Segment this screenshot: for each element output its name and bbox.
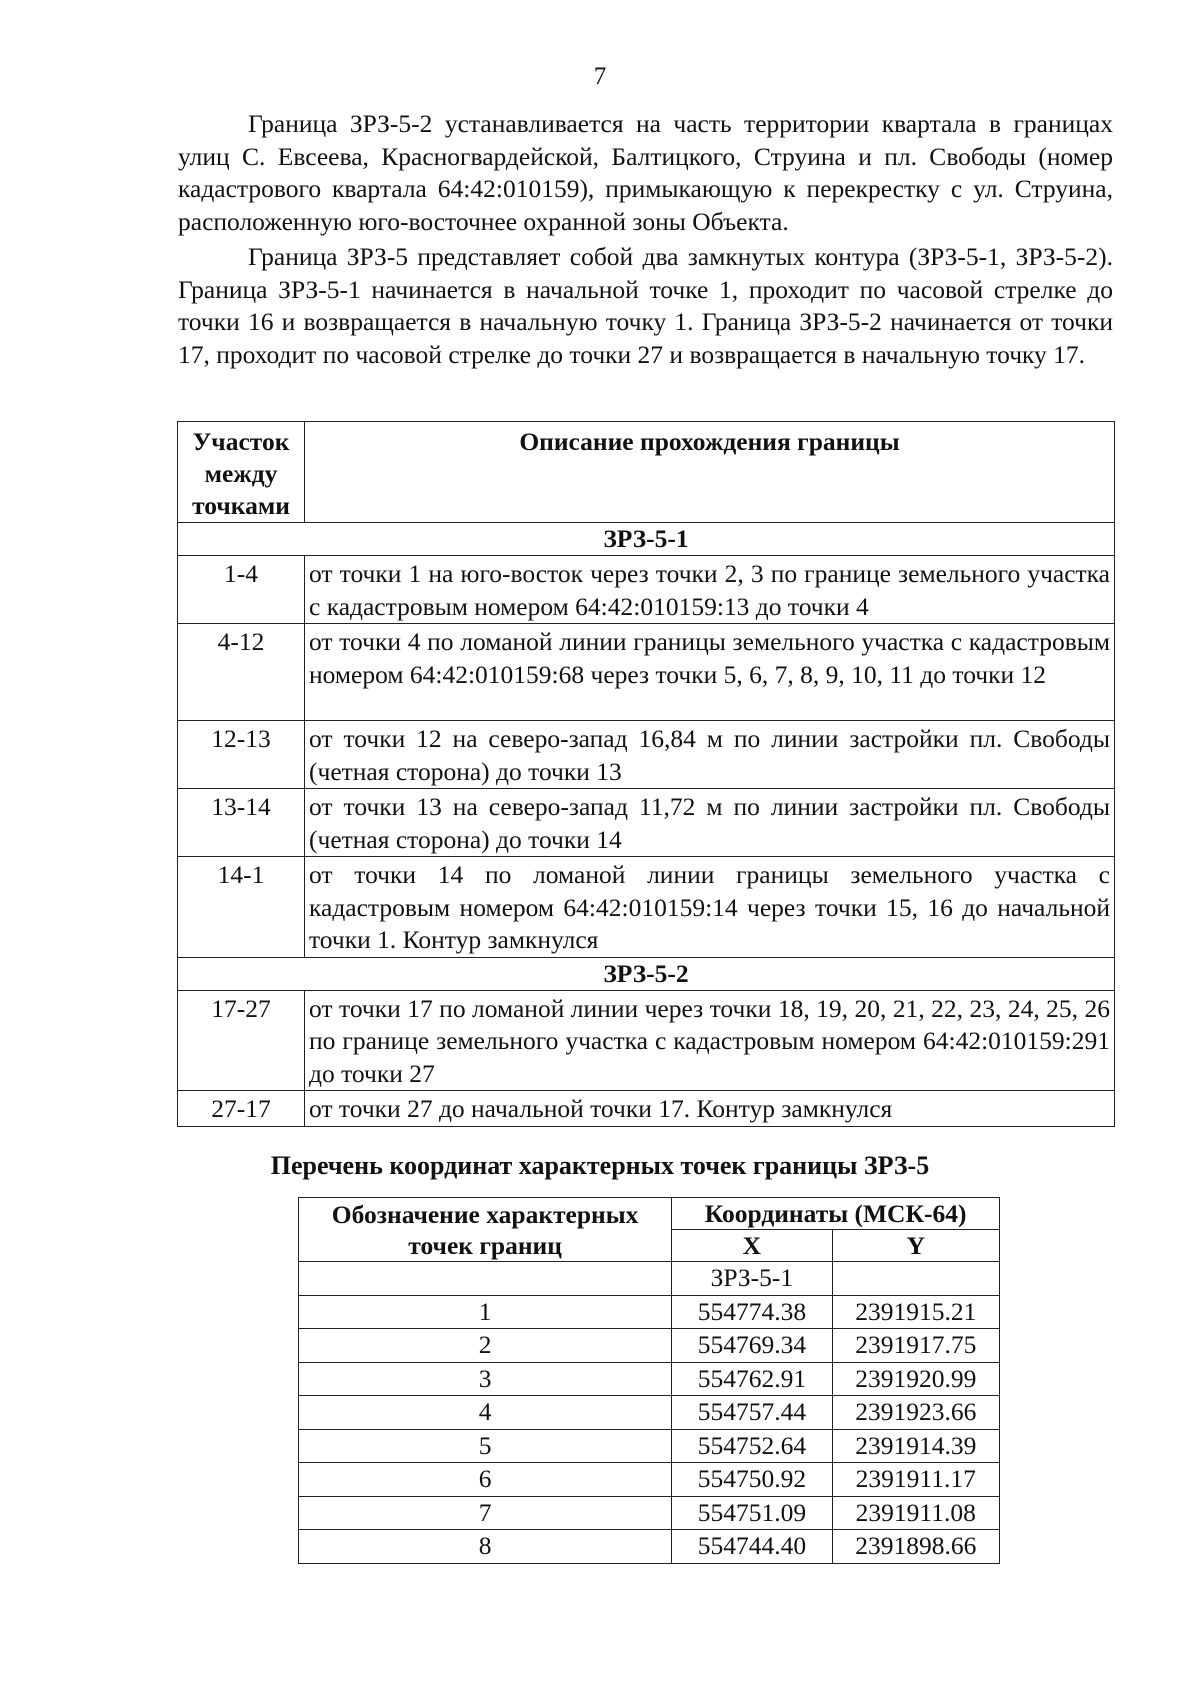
group-label: ЗРЗ-5-1 [672,1262,832,1296]
header-x: X [672,1230,832,1262]
description-cell: от точки 27 до начальной точки 17. Контур замкнулся [305,1091,1115,1127]
x-cell: 554752.64 [672,1429,832,1463]
y-cell: 2391914.39 [832,1429,999,1463]
group-title-zrz-5-1: ЗРЗ-5-1 [178,523,1115,556]
x-cell: 554750.92 [672,1463,832,1497]
y-cell: 2391923.66 [832,1396,999,1430]
segment-cell: 13-14 [178,789,305,857]
header-y: Y [832,1230,999,1262]
y-cell: 2391911.08 [832,1496,999,1530]
table-row [299,1295,1000,1329]
empty-cell [832,1262,999,1296]
empty-cell [299,1262,672,1296]
y-cell: 2391911.17 [832,1463,999,1497]
x-cell: 554762.91 [672,1362,832,1396]
table-row [299,1463,1000,1497]
table-row [178,857,1115,958]
point-cell: 4 [299,1396,672,1430]
table-header-row [178,422,1115,523]
y-cell: 2391898.66 [832,1530,999,1564]
description-cell: от точки 13 на северо-запад 11,72 м по линии застройки пл. Свободы (четная сторона) до точки 14 [305,789,1115,857]
table-row [299,1530,1000,1564]
point-cell: 8 [299,1530,672,1564]
table-row [178,721,1115,789]
header-point-designation: Обозначение характерных точек границ [299,1198,672,1262]
coordinates-title: Перечень координат характерных точек границы ЗРЗ-5 [270,1151,930,1180]
x-cell: 554774.38 [672,1295,832,1329]
table-row [178,624,1115,721]
table-row [178,556,1115,624]
x-cell: 554769.34 [672,1329,832,1363]
boundary-description-table [177,421,1115,1127]
group-row [178,957,1115,990]
y-cell: 2391920.99 [832,1362,999,1396]
segment-cell: 27-17 [178,1091,305,1127]
table-row [299,1429,1000,1463]
description-cell: от точки 1 на юго-восток через точки 2, 3 по границе земельного участка с кадастровым номером 64:42:010159:13 до точки 4 [305,556,1115,624]
group-row [178,523,1115,556]
table-row [299,1396,1000,1430]
point-cell: 1 [299,1295,672,1329]
table-row [178,1091,1115,1127]
point-cell: 7 [299,1496,672,1530]
segment-cell: 1-4 [178,556,305,624]
point-cell: 5 [299,1429,672,1463]
table-row [299,1496,1000,1530]
table-row [178,990,1115,1091]
coords-group-row [299,1262,1000,1296]
header-description: Описание прохождения границы [305,422,1115,523]
segment-cell: 4-12 [178,624,305,721]
group-title-zrz-5-2: ЗРЗ-5-2 [178,957,1115,990]
point-cell: 6 [299,1463,672,1497]
x-cell: 554751.09 [672,1496,832,1530]
x-cell: 554757.44 [672,1396,832,1430]
coordinates-table [298,1197,1000,1564]
y-cell: 2391915.21 [832,1295,999,1329]
segment-cell: 12-13 [178,721,305,789]
description-cell: от точки 14 по ломаной линии границы земельного участка с кадастровым номером 64:42:010159:14 через точки 15, 16 до начальной точки 1. Контур замкнулся [305,857,1115,958]
point-cell: 2 [299,1329,672,1363]
segment-cell: 14-1 [178,857,305,958]
table-row [299,1329,1000,1363]
header-segment: Участок между точками [178,422,305,523]
y-cell: 2391917.75 [832,1329,999,1363]
coords-header-row [299,1198,1000,1230]
page-number: 7 [593,63,607,90]
header-coordinates: Координаты (МСК-64) [672,1198,1000,1230]
x-cell: 554744.40 [672,1530,832,1564]
segment-cell: 17-27 [178,990,305,1091]
paragraph-zrz-5-2-location: Граница ЗРЗ-5-2 устанавливается на часть территории квартала в границах улиц С. Евсеева, Красногвардейской, Балтицкого, Струина и пл. Свободы (номер кадастрового квартала 64:42:010159), примыкающую к перекрестку с ул. Струина, расположенную юго-восточнее охранной зоны Объекта. [178,109,1113,236]
description-cell: от точки 12 на северо-запад 16,84 м по линии застройки пл. Свободы (четная сторона) до точки 13 [305,721,1115,789]
table-row [299,1362,1000,1396]
description-cell: от точки 17 по ломаной линии через точки 18, 19, 20, 21, 22, 23, 24, 25, 26 по границе земельного участка с кадастровым номером 64:42:010159:291 до точки 27 [305,990,1115,1091]
paragraph-zrz-5-contours: Граница ЗРЗ-5 представляет собой два замкнутых контура (ЗРЗ-5-1, ЗРЗ-5-2). Граница ЗРЗ-5-1 начинается в начальной точке 1, проходит по часовой стрелке до точки 16 и возвращается в начальную точку 1. Граница ЗРЗ-5-2 начинается от точки 17, проходит по часовой стрелке до точки 27 и возвращается в начальную точку 17. [178,242,1113,369]
table-row [178,789,1115,857]
description-cell: от точки 4 по ломаной линии границы земельного участка с кадастровым номером 64:42:010159:68 через точки 5, 6, 7, 8, 9, 10, 11 до точки 12 [305,624,1115,721]
point-cell: 3 [299,1362,672,1396]
